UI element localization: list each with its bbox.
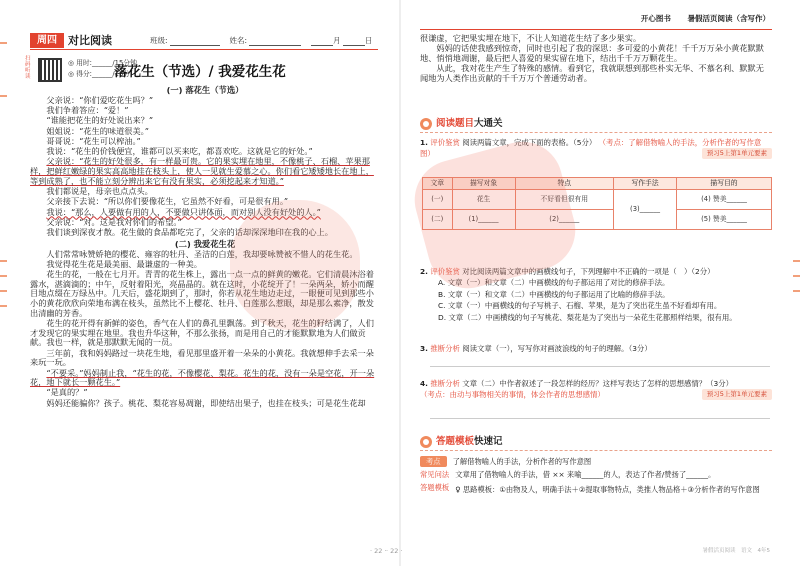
option-c[interactable]: C. 文章（一）中画横线的句子写桃子、石榴、苹果，是为了突出花生虽不好看却有用。 [438,301,722,311]
option-d[interactable]: D. 文章（二）中画横线的句子写桃花、梨花是为了突出与一朵花生花都照样结果，很有用。 [438,312,737,322]
student-info-fields [150,37,372,46]
paragraph: 我们争着答应：“爱！” [46,105,129,116]
paragraph: 人们常常咏赞娇艳的樱花、雍容的牡丹、圣洁的白莲，我却要咏赞被不惜人的花生花。 [46,248,358,259]
question-hint: （考点：了解借物喻人的手法，分析作者的写作意图） [420,138,762,159]
lightbulb-icon [420,118,432,130]
class-field[interactable] [170,38,220,46]
question-4 [420,378,772,401]
part1-title: (一) 落花生（节选） [166,85,244,95]
edge-mark [0,260,7,262]
article-title: 落花生（节选）/ 我爱花生花 [114,64,286,80]
table-cell-answer[interactable]: (2)______ [515,210,614,230]
score: ◎ 得分:______/13分 [68,69,131,78]
section-divider [420,132,772,133]
section-reading-questions [420,118,503,130]
book-header [627,15,770,24]
paragraph: 父亲说：“你们爱吃花生吗？” [46,94,154,105]
name-label: 姓名: [229,36,247,45]
watermark-logo [230,200,360,330]
header-divider [420,29,772,30]
paragraph: 花生的花，一般在七月开。青青的花生株上，露出一点一点的鲜黄的嫩花。它们清晨沐浴着露水，湛滴滴的；中午，反射着阳光，亮晶晶的。就在这时，小花绽开了！一朵两朵，娇小而醒目地点缀在万绿丛中。几天后，盛花期到了，那时，你若从花生地边走过，一眼便可见到那些小小的黄花欣欣向荣地布满在枝头，虽然比不上樱花、牡丹、白莲那么惹眼，却是那么素净，散发出清幽的芳香。 [30,269,374,318]
header-divider [30,49,378,50]
section-answer-template [420,436,503,448]
paragraph: 妈妈的话使我感到惊奇，同时也引起了我的深思：多可爱的小黄花！千千万万朵小黄花默默地、悄悄地凋谢，最后把人喜爱的果实留在地下，结出千千万万颗花生。 [420,43,764,63]
changjian-text: 文章用了借物喻人的手法，借 ×× 来喻______的人，表达了作者/赞扬了______。 [455,470,716,479]
paragraph: 我们谈到深夜才散。花生做的食品都吃完了，父亲的话却深深地印在我的心上。 [46,227,333,238]
question-tag: 推断分析 [430,379,460,388]
table-header: 描写目的 [677,178,772,190]
paragraph: 我说：“花生的价钱便宜，谁都可以买来吃，都喜欢吃。这就是它的好处。” [46,146,313,157]
month-field[interactable] [311,38,333,46]
paragraph: 妈妈还能骗你？孩子。桃花、梨花容易凋谢，即使结出果子，也挂在枝头；可是花生花却 [46,397,366,408]
question-tag: 推断分析 [430,344,460,353]
section-title: 大通关 [474,118,503,130]
option-b[interactable]: B. 文章（一）和文章（二）中画横线的句子都运用了比喻的修辞手法。 [438,289,670,299]
table-header: 写作手法 [614,178,677,190]
day-field[interactable] [343,38,365,46]
paragraph: “是真的？” [46,387,88,398]
section-divider [420,450,772,451]
edge-mark [0,305,7,307]
paragraph: 很谦虚，它把果实埋在地下，不让人知道花生结了多少果实。 [420,33,642,43]
table-header: 文章 [423,178,453,190]
table-cell: 不好看但很有用 [515,190,614,210]
page-number: · 22 · [370,547,387,555]
edge-mark [0,95,7,97]
article-continued [420,34,772,84]
day-label: 日 [364,36,373,45]
kaodian-badge: 考点 [420,456,447,467]
table-header: 特点 [515,178,614,190]
paragraph: “谁能把花生的好处说出来？” [46,115,154,126]
paragraph: 哥哥说：“花生可以榨油。” [46,135,141,146]
question-number: 1. [420,138,428,147]
section-title: 快速记 [474,436,503,448]
question-number: 4. [420,379,428,388]
paragraph: 三年前，我和妈妈路过一块花生地，看见那里盛开着一朵朵的小黄花。我就想伸手去采一朵来玩一玩。 [30,347,374,368]
paragraph: 父亲说：“对。这是我对你们的希望。” [46,216,182,227]
footer-note: 暑假活页阅读 语文 4年5 [702,548,770,554]
section-title-highlight: 阅读题目 [436,118,475,130]
question-number: 3. [420,344,428,353]
question-text: 对比阅读两篇文章中的画横线句子，下列理解中不正确的一项是（ ）（2分） [462,267,715,276]
question-hint: （考点：由动与事物相关的事情，体会作者的思想感情） [420,390,605,400]
edge-mark [793,275,800,277]
preview-button[interactable]: 预习5上第1单元要素 [702,148,772,159]
table-header: 描写对象 [452,178,515,190]
paragraph: 我们都说是，母亲也点点头。 [46,185,153,196]
table-cell-answer[interactable]: (1)______ [452,210,515,230]
edge-mark [0,42,7,44]
class-label: 班级: [150,36,168,45]
edge-mark [793,290,800,292]
edge-mark [793,260,800,262]
paragraph: 我说：“那么，人要做有用的人，不要做只讲体面，而对别人没有好处的人。” [46,206,321,217]
muban-label: 答题模板 [420,482,450,492]
table-cell-answer[interactable]: (3)______ [614,190,677,230]
paragraph: 花生的花开得有新鲜的姿色，香气在人们的鼻孔里飘荡。到了秋天，花生的籽结满了，人们才发现它的果实埋在地里。我也升华这种，不那么张扬，而是用自己的才能默默地为人们做贡献。我也一样，就是那默默无闻的一员。 [30,317,374,348]
paragraph: 我觉得花生花是最美丽、最谦虚的一种美。 [46,258,202,269]
paragraph: 父亲接下去说：“所以你们要像花生，它虽然不好看，可是很有用。” [46,196,289,207]
time-used: ◎ 用时:______/15分钟 [68,59,137,67]
series-label: 暑假活页阅读（含写作） [687,14,770,23]
paragraph: 姐姐说：“花生的味道很美。” [46,125,149,136]
option-a[interactable]: A. 文章（一）和文章（二）中画横线的句子都运用了对比的修辞手法。 [438,278,670,288]
table-cell-answer[interactable]: (4) 赞美______ [677,190,772,210]
page-title: 对比阅读 [68,34,112,47]
table-cell-answer[interactable]: (5) 赞美______ [677,210,772,230]
question-3 [420,343,772,354]
edge-mark [0,290,7,292]
name-field[interactable] [249,38,301,46]
section-title-highlight: 答题模板 [436,436,475,448]
changjian-label: 常见问法 [420,470,450,479]
week-badge: 周四 [30,33,64,48]
paragraph: 父亲说：“花生的好处很多，有一样最可贵。它的果实埋在地里，不像桃子、石榴、苹果那样，把鲜红嫩绿的果实高高地挂在枝头上，使人一见就生爱慕之心。你们看它矮矮地长在地上，等到成熟了，也不能立刻分辨出来它有没有果实，必须挖起来才知道。” [30,156,374,186]
preview-button[interactable]: 预习5上第1单元要素 [702,389,772,400]
table-cell: 花生 [452,190,515,210]
template-box [420,456,772,495]
paragraph: 从此，我对花生产生了特殊的感情。看到它，我就联想到那些朴实无华、不慕名利、默默无闻地为人类作出贡献的千千万万个普通劳动者。 [420,63,764,83]
muban-text: ♀ 思路模板：①由物及人，明确手法＋②提取事物特点，类推人物品格＋③分析作者的写作意图 [455,484,760,494]
paragraph: “不要采。”妈妈制止我，“花生的花，不像樱花、梨花。花生的花，没有一朵是空花，开一朵花，地下就长一颗花生。” [30,367,375,388]
question-tag: 评价鉴赏 [430,267,460,276]
brand-label: 开心图书 [640,14,671,23]
kaodian-text: 了解借物喻人的手法，分析作者的写作意图 [452,457,592,466]
question-text: 文章（二）中作者叙述了一段怎样的经历？这样写表达了怎样的思想感情？（3分） [462,379,734,388]
scan-tag: 扫码听读 [25,56,31,81]
answer-line[interactable] [430,366,770,367]
lightbulb-icon [420,436,432,448]
question-text: 阅读两篇文章，完成下面的表格。（5分） [462,138,597,147]
table-cell: (二) [423,210,453,230]
table-cell: (一) [423,190,453,210]
page-number: · 22 · [386,547,403,555]
part2-title: (二) 我爱花生花 [174,238,236,249]
question-tag: 评价鉴赏 [430,138,460,147]
question-number: 2. [420,267,428,276]
answer-line[interactable] [430,418,770,419]
month-label: 月 [332,36,341,45]
question-text: 阅读文章（一），写写你对画波浪线的句子的理解。（3分） [462,344,652,353]
edge-mark [0,275,7,277]
